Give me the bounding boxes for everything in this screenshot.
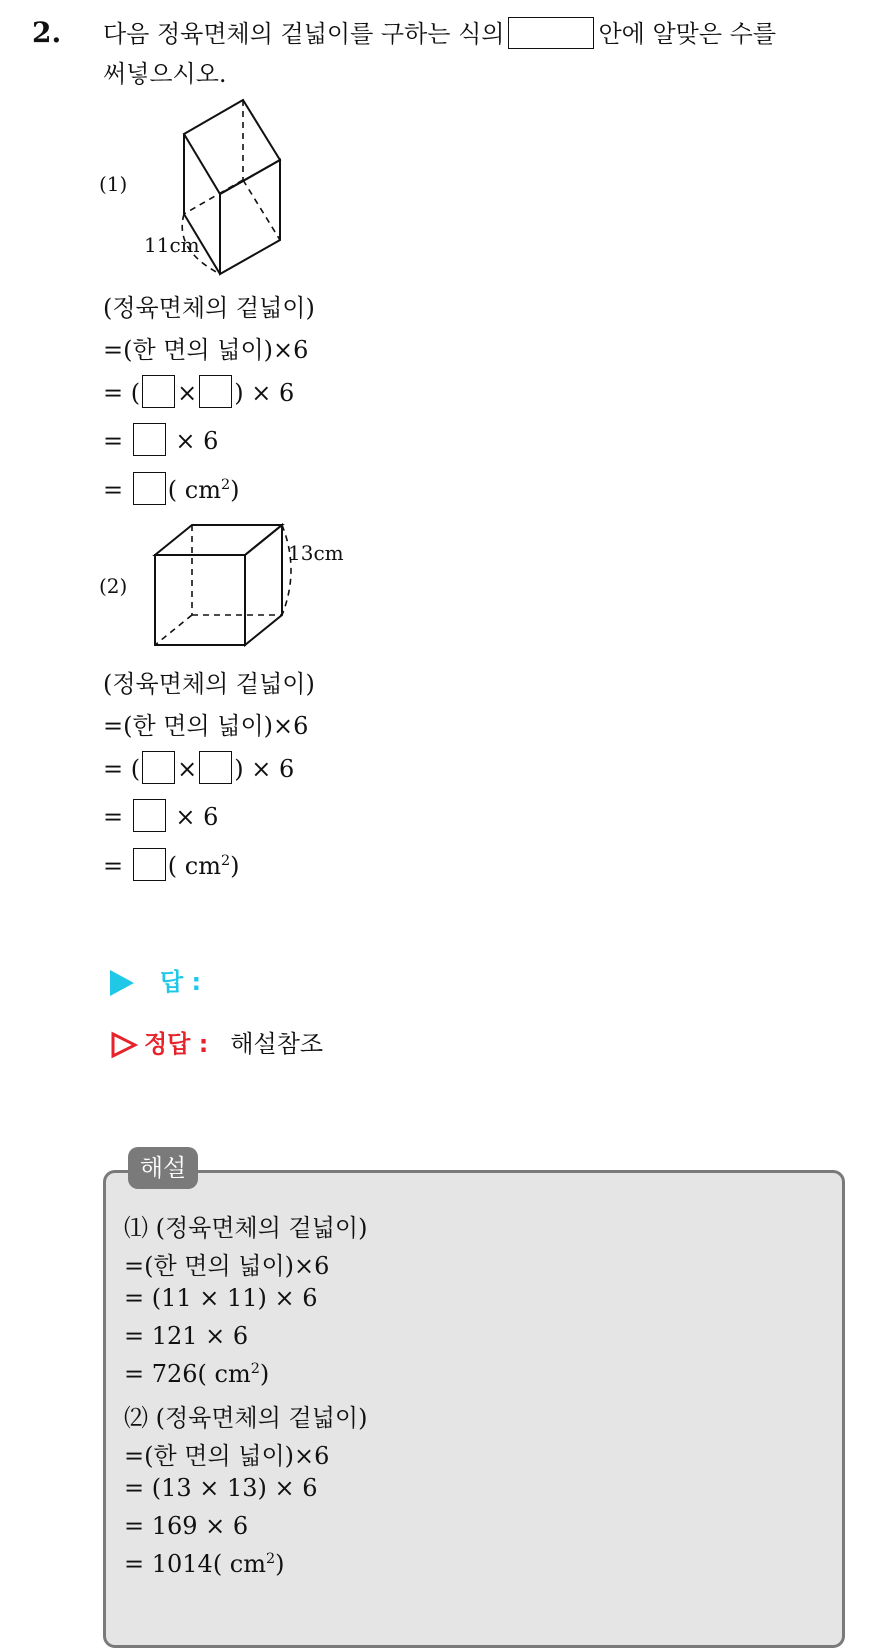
question-text-a: 다음 정육면체의 겉넓이를 구하는 식의: [103, 20, 505, 48]
blank-square: [133, 472, 166, 505]
solution-line: ⑴ (정육면체의 겉넓이): [124, 1214, 368, 1242]
cube2-front-face: [155, 555, 245, 645]
cube2-edge-label: 13cm: [288, 541, 344, 565]
blank-square: [133, 423, 166, 456]
question-number: 2.: [32, 16, 62, 49]
correct-answer-value: 해설참조: [230, 1030, 324, 1058]
blank-square: [199, 751, 232, 784]
cube1-front-face: [220, 160, 280, 274]
answer-blank-box: [508, 17, 594, 49]
superscript: 2: [266, 1551, 276, 1567]
cube1-hidden-right: [243, 180, 280, 240]
solution-line-text: = 1014( cm: [124, 1550, 267, 1578]
solution-line-text: = 726( cm: [124, 1360, 251, 1388]
part2-line-5: = ( $cm^2$): [103, 851, 239, 884]
part1-line-3: = ( × ) × 6: [103, 378, 294, 411]
times-six: × 6: [251, 755, 295, 783]
unit: cm: [184, 476, 221, 504]
solution-line: ⑵ (정육면체의 겉넓이): [124, 1404, 368, 1432]
part2-line-4: = × 6: [103, 802, 218, 835]
times-six: × 6: [175, 803, 219, 831]
solution-line: = (11 × 11) × 6: [124, 1284, 318, 1312]
solution-line: =(한 면의 넓이)×6: [124, 1442, 330, 1470]
blank-square: [142, 375, 175, 408]
question-line-2: 써넣으시오.: [103, 60, 227, 88]
play-triangle-icon: [110, 970, 134, 996]
solution-line: = 121 × 6: [124, 1322, 249, 1350]
cube2-dimension-arc: [282, 525, 291, 615]
times-six: × 6: [175, 427, 219, 455]
part2-line-2: =(한 면의 넓이)×6: [103, 712, 309, 740]
part1-line-4: = × 6: [103, 426, 218, 459]
blank-square: [199, 375, 232, 408]
unit: cm: [184, 852, 221, 880]
cube1-top-face: [184, 100, 280, 194]
blank-square: [142, 751, 175, 784]
part1-line-5: = ( $cm^2$): [103, 475, 239, 508]
blank-square: [133, 848, 166, 881]
answer-label: 답 :: [160, 968, 202, 996]
close-paren: ): [275, 1550, 285, 1578]
blank-square: [133, 799, 166, 832]
cube1-edge-label: 11cm: [144, 233, 200, 257]
solution-line: =(한 면의 넓이)×6: [124, 1252, 330, 1280]
solution-line: [124, 1550, 285, 1578]
part2-line-3: = ( × ) × 6: [103, 754, 294, 787]
correct-answer-row: [110, 1024, 323, 1059]
cube-figure-1: [140, 90, 300, 280]
times-six: × 6: [251, 379, 295, 407]
part1-line-1: (정육면체의 겉넓이): [103, 294, 315, 322]
close-paren: ): [259, 1360, 270, 1388]
cube2-hidden-diagonal: [155, 615, 192, 645]
part2-line-1: (정육면체의 겉넓이): [103, 670, 315, 698]
question-text-b: 안에 알맞은 수를: [598, 20, 777, 48]
question-line-1: [103, 14, 776, 52]
outline-triangle-icon: [110, 1031, 138, 1059]
solution-line: = 169 × 6: [124, 1512, 249, 1540]
cube-figure-2: [140, 515, 360, 655]
part1-line-2: =(한 면의 넓이)×6: [103, 336, 309, 364]
part2-label: (2): [99, 574, 128, 598]
solution-line: = (13 × 13) × 6: [124, 1474, 318, 1502]
correct-answer-label: 정답 :: [144, 1030, 209, 1058]
superscript: 2: [250, 1361, 260, 1377]
part1-label: (1): [99, 172, 128, 196]
solution-tag: 해설: [128, 1147, 198, 1189]
cube2-right-face: [245, 525, 282, 645]
answer-row: [110, 962, 201, 997]
solution-line: [124, 1360, 269, 1388]
